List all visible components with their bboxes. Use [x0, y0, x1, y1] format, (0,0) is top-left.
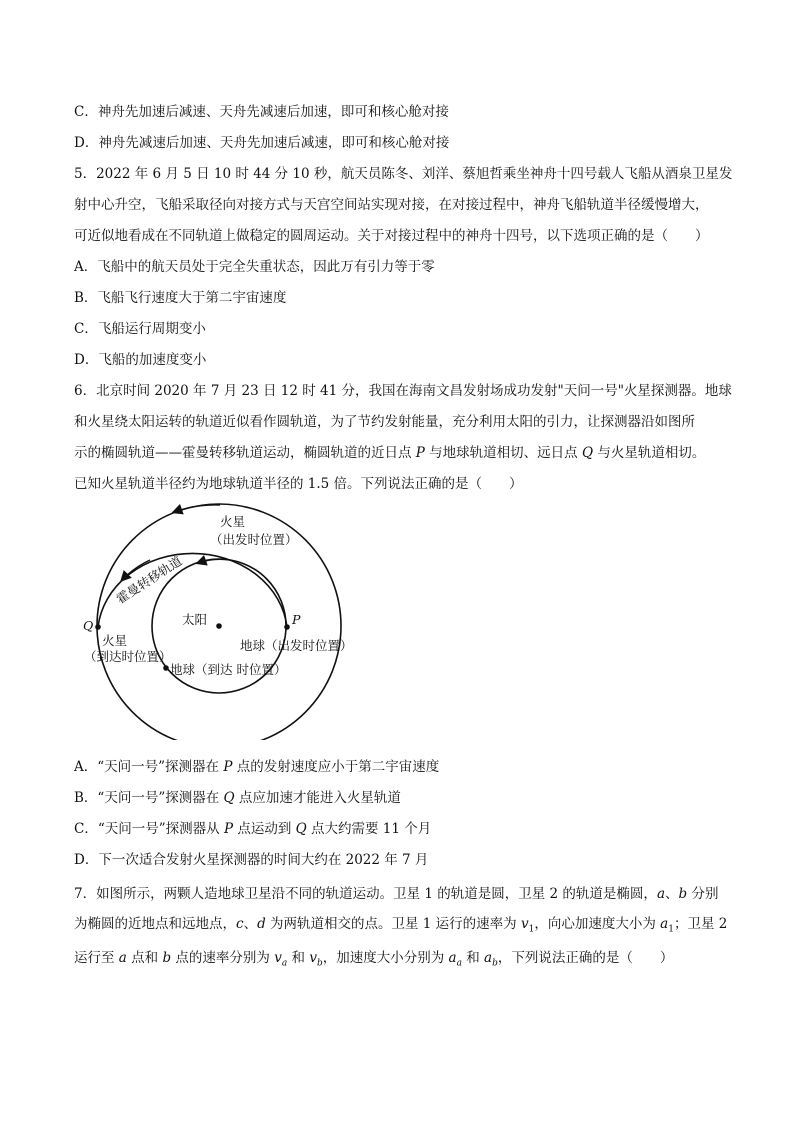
q6-option-a: A．“天问一号”探测器在 P 点的发射速度应小于第二宇宙速度: [74, 759, 440, 775]
q5-stem-line-3: 可近似地看成在不同轨道上做稳定的圆周运动。关于对接过程中的神舟十四号，以下选项正确的是（ ）: [74, 228, 709, 244]
q7-stem-line-1: 7．如图所示，两颗人造地球卫星沿不同的轨道运动。卫星 1 的轨道是圆，卫星 2 的轨道是椭圆，a、b 分别: [74, 886, 719, 902]
q5-stem-line-1: 5．2022 年 6 月 5 日 10 时 44 分 10 秒，航天员陈冬、刘洋、蔡旭哲乘坐神舟十四号载人飞船从酒泉卫星发: [74, 166, 733, 182]
sun-dot: [216, 623, 222, 629]
point-q-dot: [95, 624, 101, 630]
q5-option-d: D．飞船的加速度变小: [74, 352, 207, 368]
q6-option-c: C．“天问一号”探测器从 P 点运动到 Q 点大约需要 11 个月: [74, 821, 432, 837]
q6-stem-line-1: 6．北京时间 2020 年 7 月 23 日 12 时 41 分，我国在海南文昌发射场成功发射"天问一号"火星探测器。地球: [74, 383, 732, 399]
q6-option-d: D．下一次适合发射火星探测器的时间大约在 2022 年 7 月: [74, 852, 429, 868]
q5-stem-line-2: 射中心升空，飞船采取径向对接方式与天宫空间站实现对接，在对接过程中，神舟飞船轨道半径缓慢增大，: [74, 197, 709, 213]
hohmann-orbit-label: 霍曼转移轨道: [113, 553, 185, 607]
q6-stem-line-4: 已知火星轨道半径约为地球轨道半径的 1.5 倍。下列说法正确的是（ ）: [74, 476, 523, 492]
point-q-label: Q: [83, 618, 94, 633]
q5-option-b: B．飞船飞行速度大于第二宇宙速度: [74, 290, 287, 306]
q6-stem-line-3: 示的椭圆轨道——霍曼转移轨道运动，椭圆轨道的近日点 P 与地球轨道相切、远日点 Q 与火星轨道相切。: [74, 445, 706, 461]
q7-stem-line-3: 运行至 a 点和 b 点的速率分别为 $v_a$ 和 $v_b$，加速度大小分别为 $a_a$ 和 $a_b$，下列说法正确的是（ ）: [74, 950, 674, 969]
mars-start-position-label: （出发时位置）: [210, 532, 298, 547]
q5-option-a: A．飞船中的航天员处于完全失重状态，因此万有引力等于零: [74, 259, 435, 275]
hohmann-orbit-diagram: [70, 500, 370, 740]
q7-stem-line-2: 为椭圆的近地点和远地点，c、d 为两轨道相交的点。卫星 1 运行的速率为 $v_1$，向心加速度大小为 $a_1$；卫星 2: [74, 916, 728, 935]
q4-option-c: C．神舟先加速后减速、天舟先减速后加速，即可和核心舱对接: [74, 104, 449, 120]
q6-stem-line-2: 和火星绕太阳运转的轨道近似看作圆轨道，为了节约发射能量，充分利用太阳的引力，让探测器沿如图所: [74, 414, 695, 430]
earth-start-label: 地球（出发时位置）: [240, 638, 353, 653]
q4-option-d: D．神舟先减速后加速、天舟先加速后减速，即可和核心舱对接: [74, 135, 450, 151]
q5-option-c: C．飞船运行周期变小: [74, 321, 206, 337]
earth-direction-arrow: [198, 559, 230, 563]
point-p-dot: [284, 624, 290, 630]
point-p-label: P: [292, 612, 301, 627]
earth-arrive-label: 地球（到达 时位置）: [170, 662, 287, 677]
earth-arrive-dot: [163, 665, 169, 671]
mars-arrive-label: 火星: [102, 633, 128, 648]
mars-start-label: 火星: [220, 514, 246, 529]
mars-arrive-position-label: （到达时位置）: [84, 649, 172, 664]
sun-label: 太阳: [182, 612, 208, 627]
q6-option-b: B．“天问一号”探测器在 Q 点应加速才能进入火星轨道: [74, 790, 401, 806]
